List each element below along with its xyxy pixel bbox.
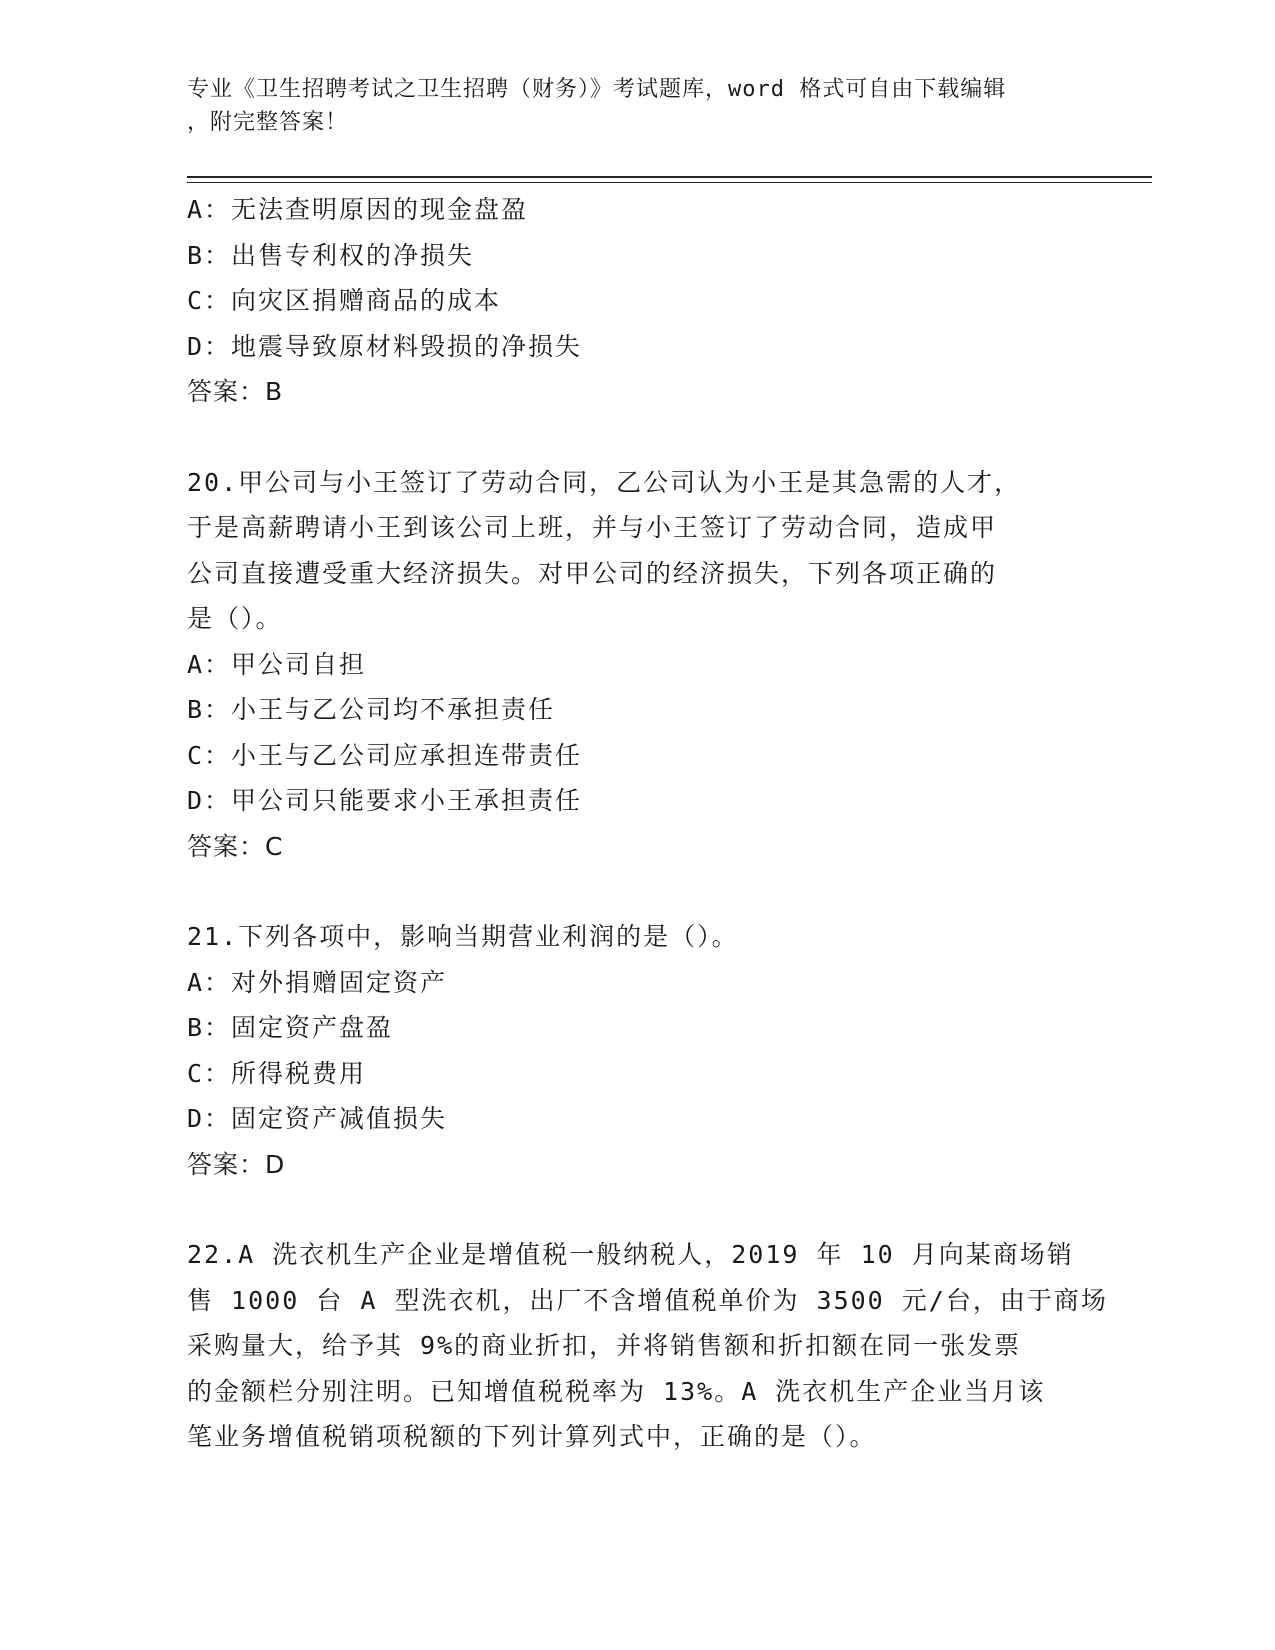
question-stem-line: 20.甲公司与小王签订了劳动合同，乙公司认为小王是其急需的人才， xyxy=(187,467,1022,497)
option-b: B：出售专利权的净损失 xyxy=(187,240,475,270)
option-c: C：小王与乙公司应承担连带责任 xyxy=(187,740,583,770)
option-c: C：向灾区捐赠商品的成本 xyxy=(187,286,502,315)
question-stem-line: 笔业务增值税销项税额的下列计算列式中，正确的是（）。 xyxy=(187,1422,877,1451)
option-d: D：甲公司只能要求小王承担责任 xyxy=(187,786,583,815)
header-divider-thick xyxy=(187,176,1152,178)
header-line-2: ，附完整答案！ xyxy=(187,110,349,135)
question-stem-line: 于是高薪聘请小王到该公司上班，并与小王签订了劳动合同，造成甲 xyxy=(187,513,998,542)
question-stem-line: 公司直接遭受重大经济损失。对甲公司的经济损失，下列各项正确的 xyxy=(187,558,998,588)
spacer xyxy=(187,415,1067,460)
question-stem-line: 22.A 洗衣机生产企业是增值税一般纳税人，2019 年 10 月向某商场销 xyxy=(187,1240,1074,1269)
option-a: A：对外捐赠固定资产 xyxy=(187,967,448,997)
spacer xyxy=(187,869,1067,914)
option-d: D：地震导致原材料毁损的净损失 xyxy=(187,331,583,361)
question-20 xyxy=(187,460,1067,870)
answer: 答案：C xyxy=(187,831,284,861)
option-b: B：固定资产盘盈 xyxy=(187,1013,394,1042)
question-stem-line: 是（）。 xyxy=(187,604,283,633)
question-list xyxy=(187,187,1108,1460)
question-stem-line: 采购量大，给予其 9%的商业折扣，并将销售额和折扣额在同一张发票 xyxy=(187,1331,1022,1360)
answer: 答案：D xyxy=(187,1149,286,1179)
header-divider-thin xyxy=(187,182,1152,183)
question-stem-line: 的金额栏分别注明。已知增值税税率为 13%。A 洗衣机生产企业当月该 xyxy=(187,1376,1046,1406)
option-d: D：固定资产减值损失 xyxy=(187,1104,448,1133)
spacer xyxy=(187,1187,1067,1232)
header-line-1: 专业《卫生招聘考试之卫生招聘（财务）》考试题库，word 格式可自由下载编辑 xyxy=(187,77,1007,102)
option-a: A：无法查明原因的现金盘盈 xyxy=(187,195,529,224)
option-b: B：小王与乙公司均不承担责任 xyxy=(187,695,556,724)
option-c: C：所得税费用 xyxy=(187,1058,367,1088)
question-22 xyxy=(187,1232,1108,1460)
answer: 答案：B xyxy=(187,377,284,406)
document-header xyxy=(187,73,1067,139)
question-19 xyxy=(187,187,1067,415)
question-stem-line: 售 1000 台 A 型洗衣机，出厂不含增值税单价为 3500 元/台，由于商场 xyxy=(187,1285,1108,1315)
question-stem-line: 21.下列各项中，影响当期营业利润的是（）。 xyxy=(187,922,739,951)
question-21 xyxy=(187,914,1067,1187)
option-a: A：甲公司自担 xyxy=(187,649,367,679)
